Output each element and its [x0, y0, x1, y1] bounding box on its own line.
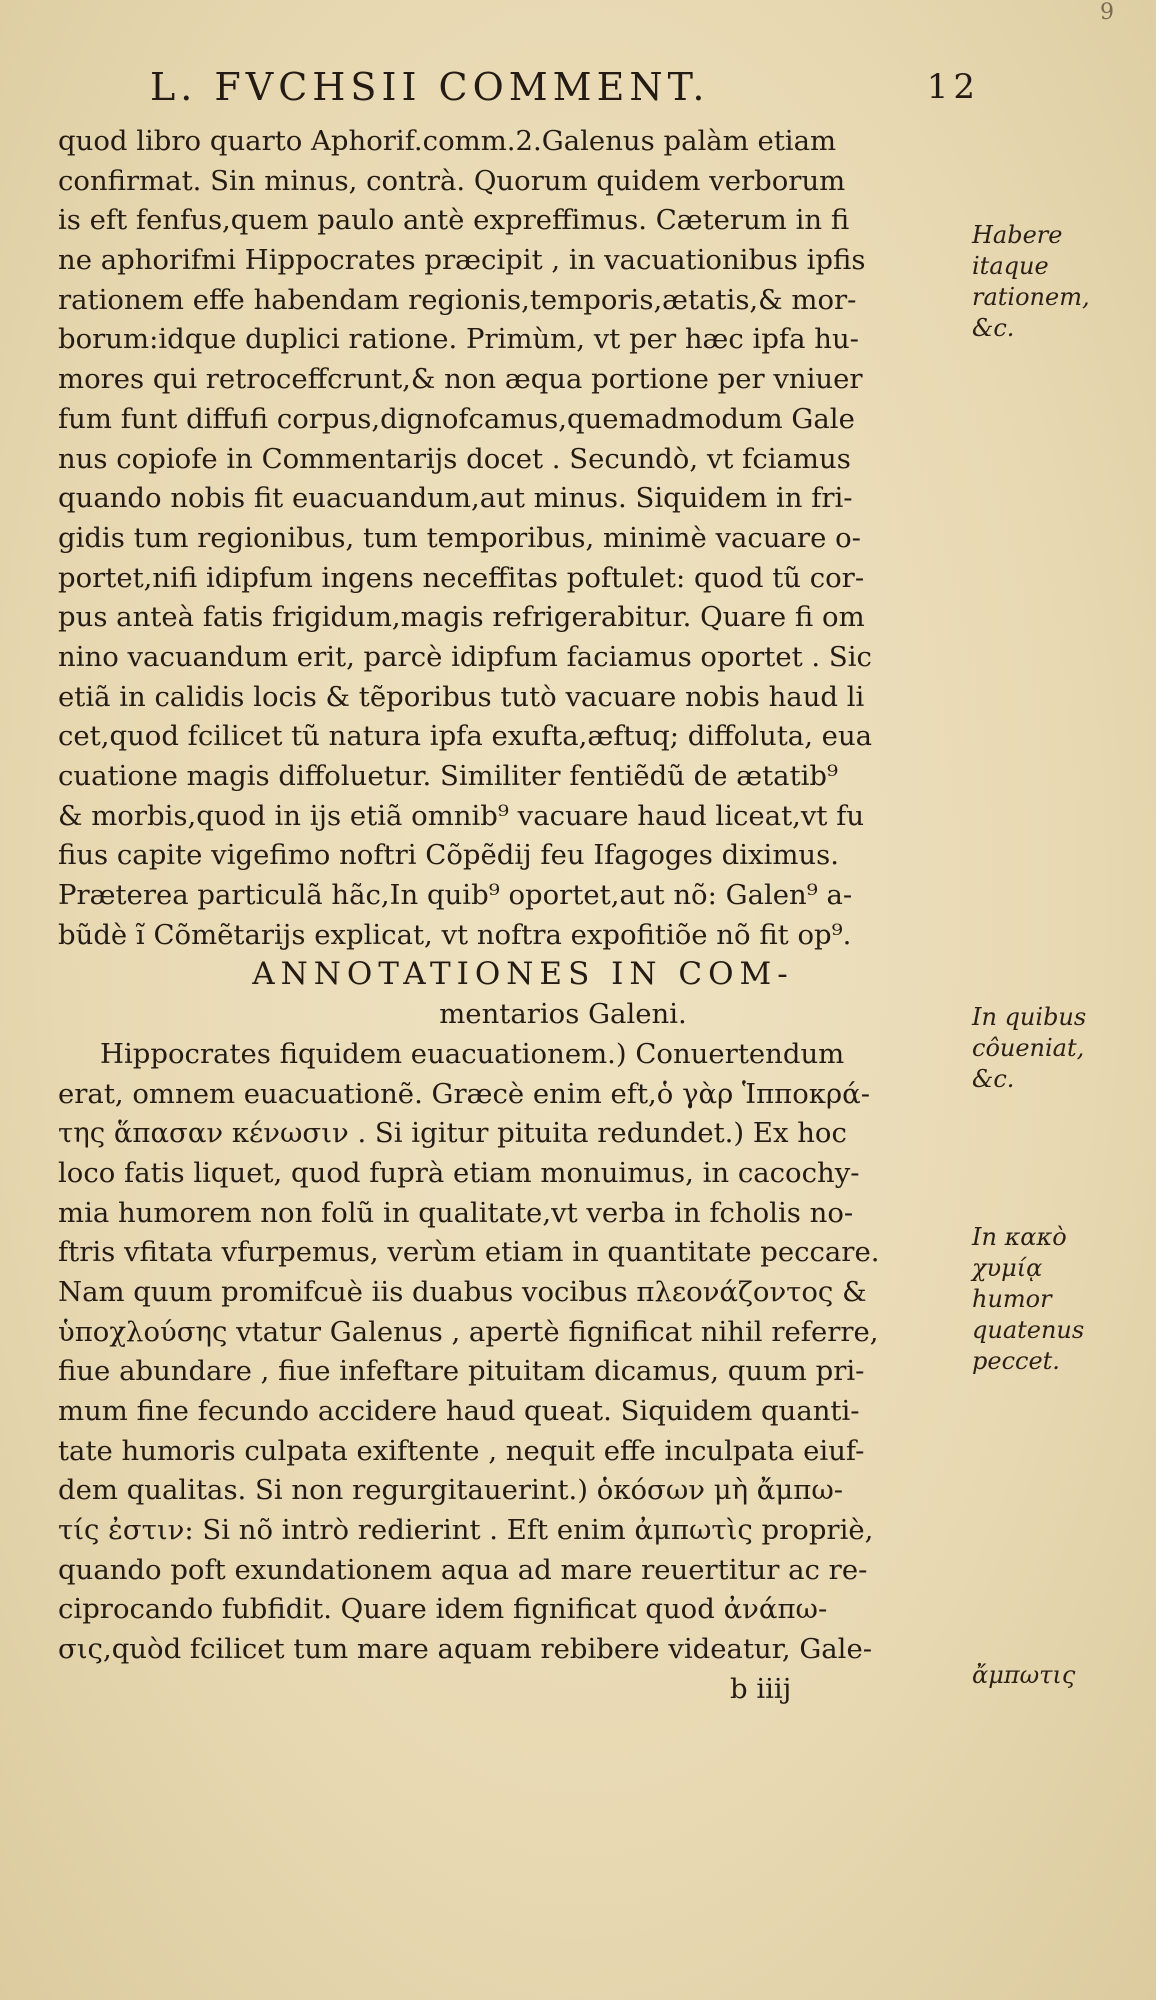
margin-notes: [972, 0, 1156, 2000]
text-line: rationem effe habendam regionis,temporis,ætatis,& mor-: [58, 283, 857, 316]
margin-note-habere: [972, 220, 1152, 344]
text-line: quando nobis fit euacuandum,aut minus. Siquidem in fri-: [58, 482, 853, 515]
text-line: portet,nifi idipfum ingens neceffitas poftulet: quod tũ cor-: [58, 561, 865, 594]
text-line: pus anteà fatis frigidum,magis refrigerabitur. Quare fi om: [58, 601, 865, 634]
text-line: gidis tum regionibus, tum temporibus, minimè vacuare o-: [58, 521, 861, 554]
text-line: ne aphorifmi Hippocrates præcipit , in vacuationibus ipfis: [58, 244, 866, 277]
running-title: L. FVCHSII COMMENT.: [150, 65, 710, 109]
text-line: is eft fenfus,quem paulo antè expreffimus. Cæterum in fi: [58, 204, 850, 237]
running-head: [140, 62, 980, 112]
main-text-block: [58, 122, 968, 1710]
margin-note-cacochymia: [972, 1222, 1152, 1377]
annotation-line: quando poft exundationem aqua ad mare reuertitur ac re-: [58, 1553, 868, 1586]
margin-note-line: In quibus: [972, 1003, 1087, 1031]
text-line: etiã in calidis locis & tẽporibus tutò vacuare nobis haud li: [58, 680, 865, 713]
margin-note-line: rationem,: [972, 283, 1090, 311]
text-line: borum:idque duplici ratione. Primùm, vt per hæc ipfa hu-: [58, 323, 859, 356]
annotation-line: της ἅπασαν κένωσιν . Si igitur pituita redundet.) Ex hoc: [58, 1117, 847, 1150]
text-line: quod libro quarto Aphorif.comm.2.Galenus palàm etiam: [58, 125, 837, 157]
text-line: fum funt diffufi corpus,dignofcamus,quemadmodum Gale: [58, 402, 855, 435]
annotation-line: τίς ἐστιν: Si nõ intrò redierint . Eft enim ἀμπωτὶς propriè,: [58, 1514, 874, 1547]
annotations-heading: ANNOTATIONES IN COM-: [252, 956, 794, 993]
annotation-line: loco fatis liquet, quod fuprà etiam monuimus, in cacochy-: [58, 1156, 860, 1189]
folio-number: 12: [926, 67, 980, 107]
margin-note-line: In κακὸ: [972, 1223, 1067, 1251]
margin-note-line: χυμίᾳ: [972, 1254, 1043, 1282]
text-line: Præterea particulã hãc,In quib⁹ oportet,aut nõ: Galen⁹ a-: [58, 879, 853, 912]
annotation-line: Hippocrates fiquidem euacuationem.) Conuertendum: [100, 1037, 845, 1070]
annotation-line: σις,quòd fcilicet tum mare aquam rebibere videatur, Gale-: [58, 1633, 873, 1666]
text-line: fius capite vigefimo noftri Cõpẽdij feu Ifagoges diximus.: [58, 839, 839, 872]
annotation-line: mia humorem non folũ in qualitate,vt verba in fcholis no-: [58, 1196, 854, 1229]
annotation-line: mum fine fecundo accidere haud queat. Siquidem quanti-: [58, 1395, 860, 1427]
margin-note-line: Habere: [972, 221, 1063, 249]
text-line: cuatione magis diffoluetur. Similiter fentiẽdũ de ætatib⁹: [58, 760, 839, 792]
margin-note-line: côueniat,: [972, 1034, 1085, 1062]
annotation-line: tate humoris culpata exiftente , nequit effe inculpata eiuf-: [58, 1434, 865, 1467]
corner-mark: 9: [1100, 0, 1114, 25]
annotation-line: ὑποχλούσης vtatur Galenus , apertè fignificat nihil referre,: [58, 1315, 879, 1348]
margin-note-line: &c.: [972, 314, 1015, 342]
margin-note-in-quibus: [972, 1002, 1152, 1095]
annotation-line: ftris vfitata vfurpemus, verùm etiam in quantitate peccare.: [58, 1236, 880, 1269]
annotation-line: Nam quum promifcuè iis duabus vocibus πλεονάζοντος &: [58, 1275, 867, 1308]
signature-mark: b iiij: [730, 1672, 792, 1705]
annotations-subheading: mentarios Galeni.: [439, 998, 687, 1031]
text-line: & morbis,quod in ijs etiã omnib⁹ vacuare haud liceat,vt fu: [58, 799, 865, 832]
margin-note-line: itaque: [972, 252, 1049, 280]
margin-note-line: &c.: [972, 1065, 1015, 1093]
text-line: nino vacuandum erit, parcè idipfum faciamus oportet . Sic: [58, 640, 872, 673]
text-line: cet,quod fcilicet tũ natura ipfa exufta,æftuq; diffoluta, eua: [58, 720, 873, 753]
margin-note-line: humor: [972, 1285, 1052, 1313]
margin-note-ampotis: [972, 1660, 1152, 1691]
text-line: bũdè ĩ Cõmẽtarijs explicat, vt noftra expofitiõe nõ fit op⁹.: [58, 918, 852, 951]
text-line: nus copiofe in Commentarijs docet . Secundò, vt fciamus: [58, 442, 851, 475]
text-line: mores qui retroceffcrunt,& non æqua portione per vniuer: [58, 363, 863, 396]
margin-note-line: ἄμπωτις: [972, 1661, 1076, 1689]
margin-note-line: quatenus: [972, 1316, 1085, 1344]
annotation-line: dem qualitas. Si non regurgitauerint.) ὁκόσων μὴ ἄμπω-: [58, 1474, 844, 1507]
annotation-line: erat, omnem euacuationẽ. Græcè enim eft,ὁ γὰρ Ἱπποκρά-: [58, 1077, 870, 1110]
margin-note-line: peccet.: [972, 1347, 1060, 1375]
text-line: confirmat. Sin minus, contrà. Quorum quidem verborum: [58, 164, 846, 197]
annotation-line: fiue abundare , fiue infeftare pituitam dicamus, quum pri-: [58, 1355, 865, 1388]
annotation-line: ciprocando fubfidit. Quare idem fignificat quod ἀνάπω-: [58, 1593, 828, 1626]
